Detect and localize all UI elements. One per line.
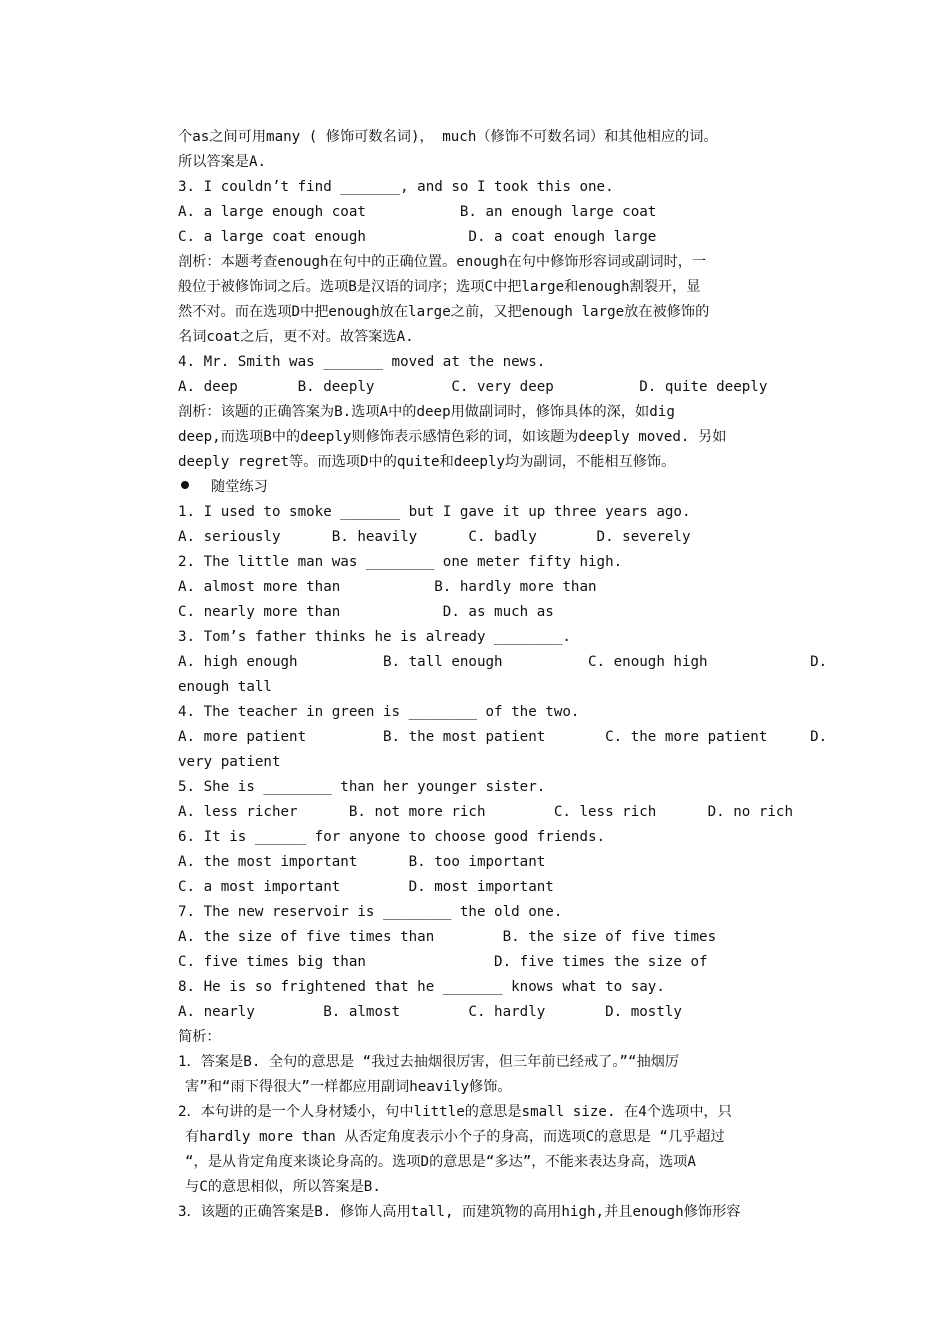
analysis-line: 然不对。而在选项D中把enough放在large之前，又把enough large放在被修饰的 xyxy=(178,304,710,320)
question-line: 3. I couldn’t find _______, and so I took this one. xyxy=(178,179,614,195)
question-line: 3. Tom’s father thinks he is already ________. xyxy=(178,629,571,645)
options-line: enough tall xyxy=(178,679,272,695)
options-line: A. almost more than B. hardly more than xyxy=(178,579,597,595)
section-heading xyxy=(178,478,268,496)
analysis-line: 害”和“雨下得很大”一样都应用副词heavily修饰。 xyxy=(185,1079,512,1095)
options-line: C. nearly more than D. as much as xyxy=(178,604,554,620)
options-line: A. the most important B. too important xyxy=(178,854,546,870)
options-line: A. nearly B. almost C. hardly D. mostly xyxy=(178,1004,682,1020)
options-line: C. a large coat enough D. a coat enough large xyxy=(178,229,657,245)
question-line: 4. The teacher in green is ________ of the two. xyxy=(178,704,580,720)
analysis-line: 般位于被修饰词之后。选项B是汉语的词序；选项C中把large和enough割裂开，显 xyxy=(178,279,701,295)
section-heading-text: 随堂练习 xyxy=(211,479,268,495)
analysis-line: 2．本句讲的是一个人身材矮小，句中little的意思是small size. 在4个选项中，只 xyxy=(178,1104,732,1120)
analysis-line: 剖析：本题考查enough在句中的正确位置。enough在句中修饰形容词或副词时，一 xyxy=(178,254,707,270)
question-line: 8. He is so frightened that he _______ knows what to say. xyxy=(178,979,665,995)
question-line: 5. She is ________ than her younger sister. xyxy=(178,779,546,795)
options-line: A. a large enough coat B. an enough large coat xyxy=(178,204,657,220)
question-line: 6. It is ______ for anyone to choose good friends. xyxy=(178,829,606,845)
analysis-line: 1．答案是B. 全句的意思是 “我过去抽烟很厉害，但三年前已经戒了。”“抽烟厉 xyxy=(178,1054,680,1070)
text-line: 所以答案是A. xyxy=(178,154,267,170)
text-line: 个as之间可用many ( 修饰可数名词)， much（修饰不可数名词）和其他相应的词。 xyxy=(178,129,718,145)
bullet-icon xyxy=(181,481,189,489)
options-line: A. more patient B. the most patient C. the more patient D. xyxy=(178,729,828,745)
options-line: very patient xyxy=(178,754,281,770)
question-line: 1. I used to smoke _______ but I gave it up three years ago. xyxy=(178,504,691,520)
options-line: C. five times big than D. five times the size of xyxy=(178,954,708,970)
analysis-heading: 简析： xyxy=(178,1029,221,1045)
options-line: A. seriously B. heavily C. badly D. severely xyxy=(178,529,691,545)
analysis-line: 有hardly more than 从否定角度表示小个子的身高，而选项C的意思是 “几乎超过 xyxy=(185,1129,725,1145)
analysis-line: 剖析：该题的正确答案为B.选项A中的deep用做副词时，修饰具体的深，如dig xyxy=(178,404,675,420)
question-line: 7. The new reservoir is ________ the old one. xyxy=(178,904,563,920)
analysis-line: deep,而选项B中的deeply则修饰表示感情色彩的词，如该题为deeply moved. 另如 xyxy=(178,429,727,445)
analysis-line: 与C的意思相似，所以答案是B. xyxy=(185,1179,381,1195)
options-line: A. less richer B. not more rich C. less rich D. no rich xyxy=(178,804,793,820)
analysis-line: 名词coat之后，更不对。故答案选A. xyxy=(178,329,414,345)
options-line: A. the size of five times than B. the size of five times xyxy=(178,929,717,945)
question-line: 2. The little man was ________ one meter fifty high. xyxy=(178,554,623,570)
question-line: 4. Mr. Smith was _______ moved at the news. xyxy=(178,354,546,370)
analysis-line: 3．该题的正确答案是B. 修饰人高用tall, 而建筑物的高用high,并且enough修饰形容 xyxy=(178,1204,741,1220)
options-line: A. deep B. deeply C. very deep D. quite deeply xyxy=(178,379,768,395)
analysis-line: deeply regret等。而选项D中的quite和deeply均为副词，不能相互修饰。 xyxy=(178,454,676,470)
options-line: A. high enough B. tall enough C. enough high D. xyxy=(178,654,828,670)
options-line: C. a most important D. most important xyxy=(178,879,554,895)
analysis-line: “，是从肯定角度来谈论身高的。选项D的意思是“多达”，不能来表达身高，选项A xyxy=(185,1154,696,1170)
